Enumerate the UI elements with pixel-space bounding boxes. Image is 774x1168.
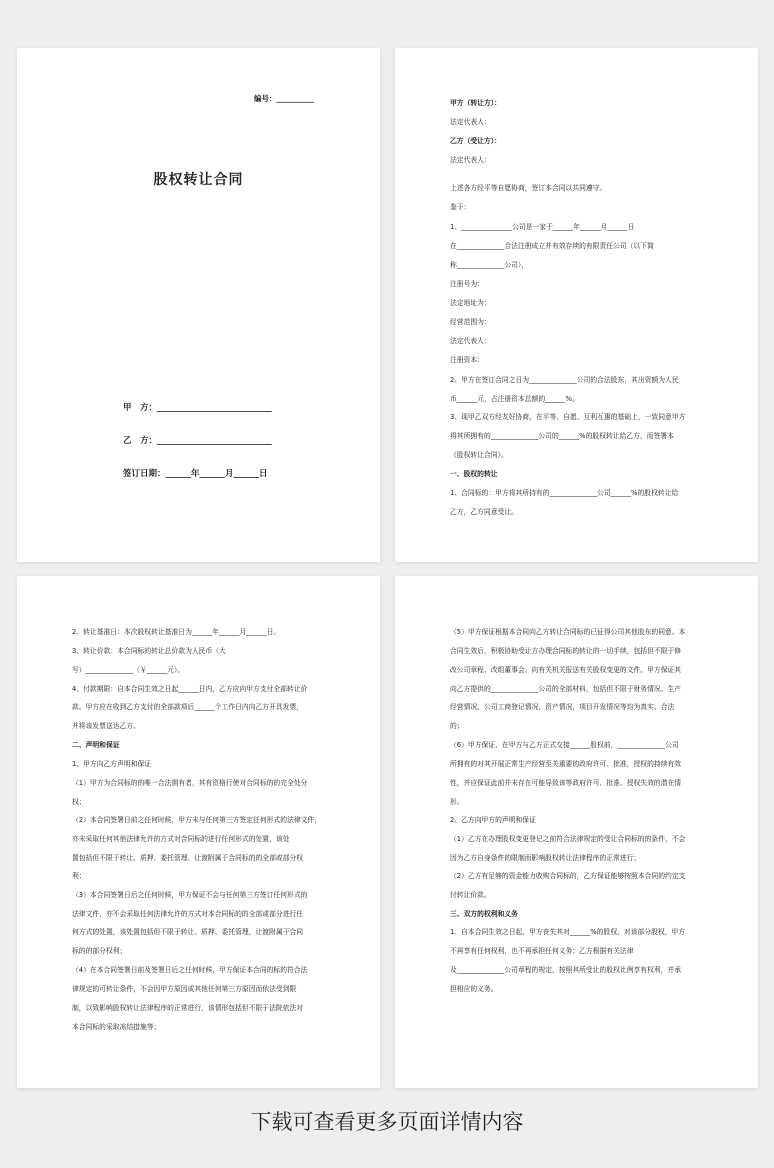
contract-text-line: 4、付款期限：自本合同生效之日起______日内，乙方应向甲方支付全部转让价: [72, 685, 308, 693]
contract-text-line: 因为乙方自身条件的限制而影响股权转让法律程序的正常进行；: [450, 854, 641, 862]
contract-text-line: 何方式的处置，该处置包括但不限于转让、质押、委托管理，让渡附属于合同: [72, 928, 304, 936]
contract-text-line: 亦未采取任何其他法律允许的方式对合同标的进行任何形式的处置，该处: [72, 835, 290, 843]
contract-text-line: 向乙方提供的______________公司的全部材料，包括但不限于财务情况、生产: [450, 685, 682, 693]
contract-text-line: 法定代表人：: [450, 118, 491, 126]
contract-text-line: 本合同标的采取冻结措施等；: [72, 1023, 161, 1031]
contract-text-line: 制，以致影响股权转让法律程序的正常进行，该情形包括但不限于法院依法对: [72, 1004, 304, 1012]
contract-text-line: 的；: [450, 722, 464, 730]
contract-text-line: 及______________公司章程的规定，按照其所受让的股权比例享有权利，并承: [450, 966, 682, 974]
contract-text-line: 利；: [72, 872, 86, 880]
contract-page-4: [395, 576, 758, 1088]
contract-text-line: 改公司章程、改组董事会、向有关机关报送有关股权变更的文件。甲方保证其: [450, 666, 682, 674]
contract-text-line: 2、甲方在签订合同之日为______________公司的合法股东，其出资额为人民: [450, 376, 679, 384]
contract-text-line: 律规定的可转让条件，不会因甲方原因或其他任何第三方原因而依法受到限: [72, 985, 297, 993]
contract-text-line: （2）本合同签署日前之任何时候，甲方未与任何第三方签定任何形式的法律文件，: [72, 816, 322, 824]
contract-text-line: 付转让价款。: [450, 891, 491, 899]
contract-number-label: 编号：__________: [254, 94, 314, 103]
contract-text-line: 置包括但不限于转让、质押、委托管理、让渡附属于合同标的的全部或部分权: [72, 854, 304, 862]
contract-text-line: 三、双方的权利和义务: [450, 910, 518, 918]
contract-text-line: 1、_______________公司是一家于______年______月______日: [450, 223, 635, 231]
contract-text-line: 一、股权的转让: [450, 470, 498, 478]
contract-page-2: [395, 48, 758, 562]
contract-text-line: 在______________合法注册成立并有效存续的有限责任公司（以下简: [450, 242, 654, 250]
contract-text-line: 3、现甲乙双方经友好协商，在平等、自愿、互利互惠的基础上，一致同意甲方: [450, 413, 686, 421]
contract-text-line: 1、甲方向乙方声明和保证: [72, 760, 152, 768]
contract-text-line: （4）在本合同签署日前及签署日后之任何时候，甲方保证本合同的标的符合法: [72, 966, 308, 974]
contract-text-line: （3）本合同签署日后之任何时候，甲方保证不会与任何第三方签订任何形式的: [72, 891, 308, 899]
contract-text-line: 1、合同标的：甲方将其所持有的______________公司______%的股权转让给: [450, 489, 679, 497]
contract-text-line: 形。: [450, 798, 464, 806]
contract-page-3: [17, 576, 380, 1088]
contract-text-line: （1）乙方在办理股权变更登记之前符合法律规定的受让合同标的的条件，不会: [450, 835, 686, 843]
contract-text-line: 担相应的义务。: [450, 985, 498, 993]
contract-text-line: 称______________公司），: [450, 261, 529, 269]
contract-text-line: 写）______________（￥______元）。: [72, 666, 185, 674]
contract-text-line: 2、转让基准日：本次股权转让基准日为______年______月______日。: [72, 628, 281, 636]
contract-text-line: 乙方（受让方）：: [450, 137, 501, 145]
contract-text-line: 性，并应保证此前并未存在可能导致该等政府许可、批准、授权失效的潜在情: [450, 779, 682, 787]
download-hint: 下载可查看更多页面详情内容: [250, 1110, 524, 1134]
sign-date-field: 签订日期：______年______月______日: [123, 469, 268, 479]
contract-text-line: 2、乙方向甲方的声明和保证: [450, 816, 536, 824]
party-b-field: 乙 方：___________________________: [123, 436, 272, 446]
contract-text-line: 标的的部分权利；: [72, 947, 127, 955]
contract-text-line: 上述各方经平等自愿协商，签订本合同以共同遵守。: [450, 184, 607, 192]
contract-text-line: 法定代表人：: [450, 156, 491, 164]
contract-text-line: 并将该发票送达乙方。: [72, 722, 140, 730]
contract-text-line: （1）甲方为合同标的的唯一合法拥有者，其有资格行使对合同标的的完全处分: [72, 779, 308, 787]
contract-text-line: 1、自本合同生效之日起，甲方丧失其对______%的股权，对该部分股权，甲方: [450, 928, 686, 936]
contract-text-line: （5）甲方保证根据本合同向乙方转让合同标的已征得公司其他股东的同意。本: [450, 628, 686, 636]
party-a-field: 甲 方：___________________________: [123, 403, 272, 413]
contract-text-line: 币______元，占注册资本总额的______%。: [450, 395, 579, 403]
contract-text-line: （2）乙方有足够的资金能力收购合同标的，乙方保证能够按照本合同的约定支: [450, 872, 686, 880]
contract-title: 股权转让合同: [153, 172, 244, 188]
contract-text-line: 法定地址为：: [450, 299, 491, 307]
contract-text-line: 经营范围为：: [450, 318, 491, 326]
contract-text-line: 权；: [72, 798, 86, 806]
contract-text-line: 3、转让价款：本合同标的转让总价款为人民币（大: [72, 647, 226, 655]
contract-text-line: 合同生效后，积极协助受让方办理合同标的转让的一切手续，包括但不限于修: [450, 647, 682, 655]
contract-text-line: 《股权转让合同》。: [450, 451, 508, 459]
contract-text-line: 二、声明和保证: [72, 741, 120, 749]
contract-text-line: 注册号为：: [450, 280, 484, 288]
contract-text-line: 甲方（转让方）：: [450, 99, 501, 107]
contract-text-line: 经营情况、公司工商登记情况、资产情况，项目开发情况等均为真实、合法: [450, 703, 675, 711]
contract-text-line: 法律文件，亦不会采取任何法律允许的方式对本合同标的的全部或部分进行任: [72, 910, 304, 918]
contract-text-line: （6）甲方保证，在甲方与乙方正式交接______股权前，______________公司: [450, 741, 679, 749]
contract-text-line: 乙方，乙方同意受让。: [450, 508, 518, 516]
contract-cover-page: [17, 48, 380, 562]
contract-text-line: 所拥有的对其开展正常生产经营至关重要的政府许可、批准，授权的持续有效: [450, 760, 682, 768]
contract-text-line: 注册资本：: [450, 356, 484, 364]
contract-text-line: 不再享有任何权利，也不再承担任何义务；乙方根据有关法律: [450, 947, 634, 955]
contract-text-line: 法定代表人：: [450, 337, 491, 345]
contract-text-line: 将其所拥有的______________公司的______%的股权转让给乙方，而签署本: [450, 432, 674, 440]
contract-text-line: 鉴于：: [450, 203, 471, 211]
contract-text-line: 款。甲方应在收到乙方支付的全部款项后______个工作日内向乙方开具发票，: [72, 703, 304, 711]
